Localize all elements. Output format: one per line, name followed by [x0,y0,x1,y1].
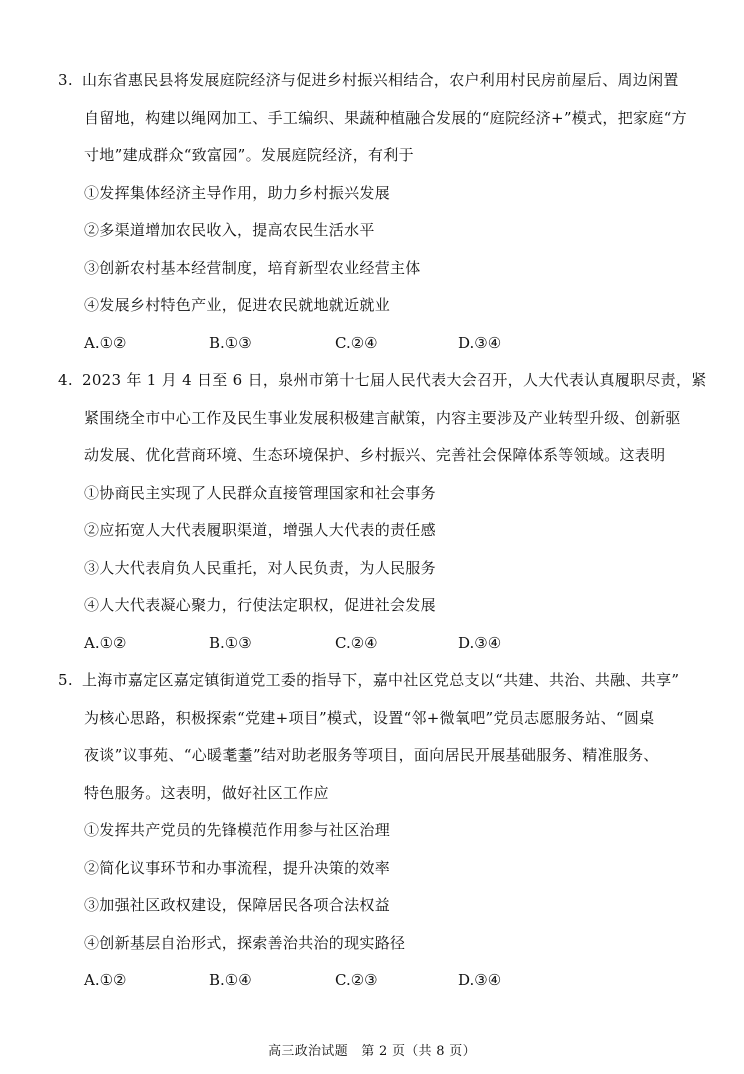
statement-item: ①协商民主实现了人民群众直接管理国家和社会事务 [84,483,436,502]
statement-item: ④人大代表凝心聚力，行使法定职权，促进社会发展 [84,596,436,614]
statement-item: ③创新农村基本经营制度，培育新型农业经营主体 [84,258,421,277]
choice-b: B.①③ [209,633,252,652]
statement-list [58,812,703,962]
question-stem-line: 自留地，构建以绳网加工、手工编织、果蔬种植融合发展的“庭院经济+”模式，把家庭“方 [84,108,687,127]
choice-a: A.①② [84,633,127,652]
question-stem-line: 为核心思路，积极探索“党建+项目”模式，设置“邻+微氧吧”党员志愿服务站、“圆桌 [84,708,655,727]
question-stem-line: 寸地”建成群众“致富园”。发展庭院经济，有利于 [84,146,414,164]
statement-item: ①发挥集体经济主导作用，助力乡村振兴发展 [84,183,391,202]
statement-item: ④创新基层自治形式，探索善治共治的现实路径 [84,933,406,952]
question-stem-line: 动发展、优化营商环境、生态环境保护、乡村振兴、完善社会保障体系等领域。这表明 [84,446,666,464]
question-stem-line: 3. 山东省惠民县将发展庭院经济与促进乡村振兴相结合，农户利用村民房前屋后、周边闲置 [58,62,703,100]
choice-a: A.①② [84,971,127,989]
answer-choices [58,962,703,1000]
choice-b: B.①④ [209,971,252,989]
question-stem-line: 5. 上海市嘉定区嘉定镇街道党工委的指导下，嘉中社区党总支以“共建、共治、共融、共享” [58,662,703,700]
question-stem-line: 夜谈”议事苑、“心暖耄耋”结对助老服务等项目，面向居民开展基础服务、精准服务、 [84,746,659,764]
question-4 [58,362,707,662]
page-footer: 高三政治试题 第 2 页（共 8 页） [268,1044,476,1059]
choice-c: C.②④ [335,333,378,352]
statement-list [58,175,703,325]
choice-d: D.③④ [458,633,502,652]
statement-item: ②多渠道增加农民收入，提高农民生活水平 [84,221,375,239]
statement-item: ②应拓宽人大代表履职渠道，增强人大代表的责任感 [84,521,436,539]
statement-item: ②简化议事环节和办事流程，提升决策的效率 [84,858,391,877]
statement-item: ③加强社区政权建设，保障居民各项合法权益 [84,896,391,914]
question-stem-line: 4. 2023 年 1 月 4 日至 6 日，泉州市第十七届人民代表大会召开，人大代表认真履职尽责，紧 [58,362,703,400]
question-5 [58,662,703,1000]
choice-c: C.②③ [335,971,378,989]
choice-c: C.②④ [335,633,378,652]
question-stem-line: 紧围绕全市中心工作及民生事业发展积极建言献策，内容主要涉及产业转型升级、创新驱 [84,408,681,427]
choice-a: A.①② [84,333,127,352]
statement-item: ①发挥共产党员的先锋模范作用参与社区治理 [84,821,391,839]
answer-choices [58,625,703,663]
question-number: 3. [58,71,73,89]
statement-item: ④发展乡村特色产业，促进农民就地就近就业 [84,296,391,314]
question-number: 5. [58,671,73,689]
choice-d: D.③④ [458,333,502,352]
statement-item: ③人大代表肩负人民重托，对人民负责，为人民服务 [84,558,436,577]
question-3 [58,62,703,362]
choice-b: B.①③ [209,333,252,352]
question-stem-line: 特色服务。这表明，做好社区工作应 [84,783,329,802]
choice-d: D.③④ [458,971,502,989]
answer-choices [58,325,703,363]
question-number: 4. [58,371,73,389]
statement-list [58,475,703,625]
